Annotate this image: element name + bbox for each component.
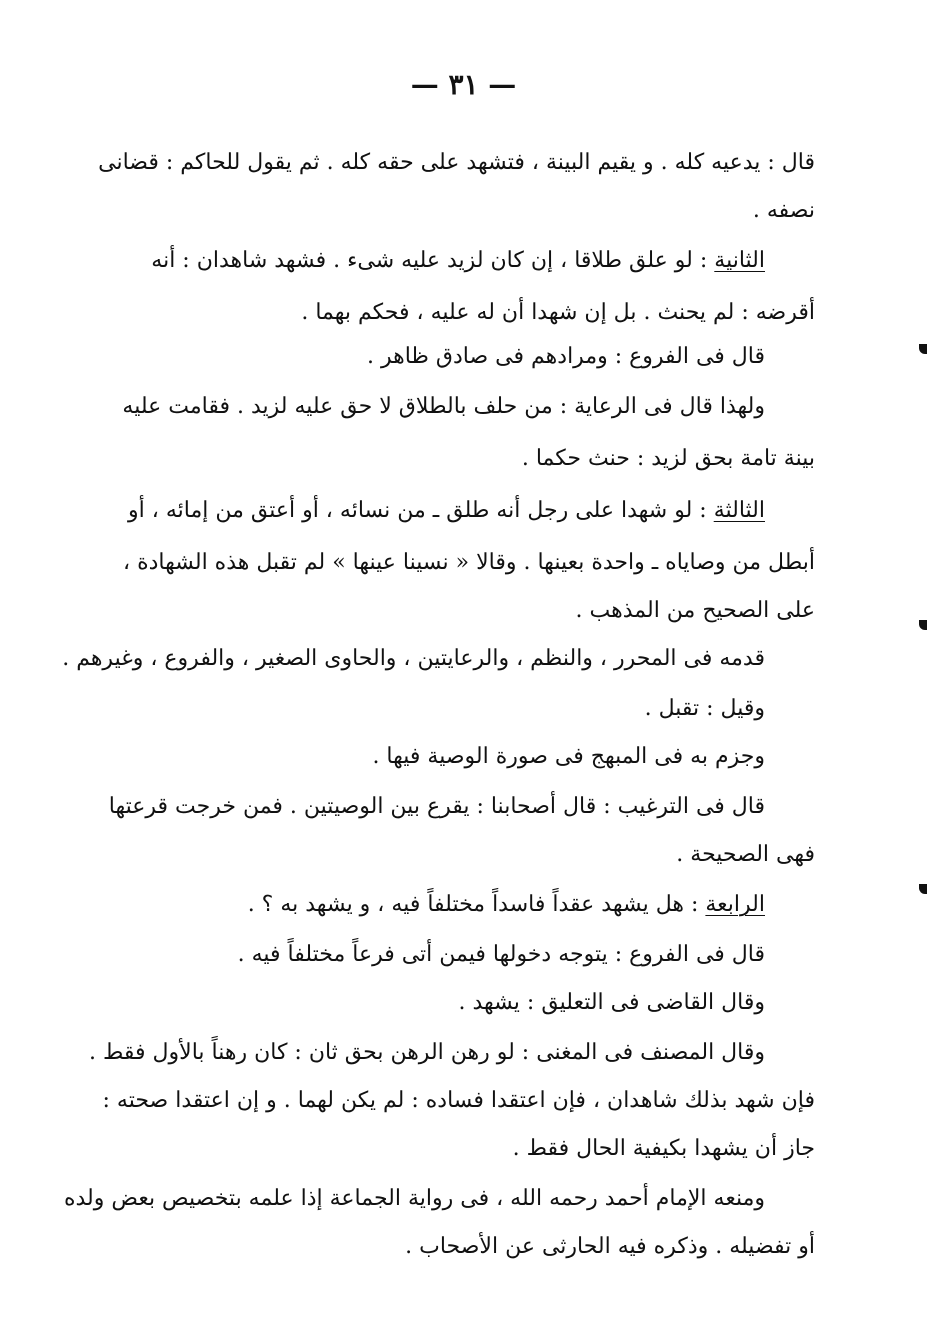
text-line — [165, 888, 765, 924]
line-text: وقيل : تقبل . — [644, 696, 765, 721]
text-line — [128, 494, 765, 530]
line-text: قال فى الترغيب : قال أصحابنا : يقرع بين الوصيتين . فمن خرجت قرعتها — [108, 794, 765, 819]
line-text: على الصحيح من المذهب . — [575, 598, 815, 623]
line-text: قال فى الفروع : يتوجه دخولها فيمن أتى فرعاً مختلفاً فيه . — [237, 942, 765, 967]
line-text: ومنعه الإمام أحمد رحمه الله ، فى رواية الجماعة إذا علمه بتخصيص بعض ولده — [63, 1186, 765, 1211]
text-line — [165, 296, 815, 332]
line-text: : لو شهدا على رجل أنه طلق ـ من نسائه ، أو أعتق من إمائه ، أو — [128, 498, 707, 523]
text-line — [165, 194, 815, 230]
text-line — [165, 938, 765, 974]
line-text: وجزم به فى المبهج فى صورة الوصية فيها . — [372, 744, 765, 769]
text-line — [122, 546, 815, 582]
line-text: أقرضه : لم يحنث . بل إن شهدا أن له عليه ، فحكم بهما . — [301, 300, 815, 325]
line-text: ولهذا قال فى الرعاية : من حلف بالطلاق لا حق عليه لزيد . فقامت عليه — [122, 394, 765, 419]
text-line — [165, 340, 765, 376]
text-line — [62, 642, 765, 678]
text-line — [108, 790, 765, 826]
line-text: بينة تامة بحق لزيد : حنث حكما . — [521, 446, 815, 471]
margin-mark — [919, 344, 927, 354]
text-line — [102, 1084, 815, 1120]
text-line — [63, 1182, 765, 1218]
line-text: وقال القاضى فى التعليق : يشهد . — [458, 990, 765, 1015]
margin-mark — [919, 884, 927, 894]
line-text: أبطل من وصاياه ـ واحدة بعينها . وقالا « نسينا عينها » لم تقبل هذه الشهادة ، — [122, 550, 815, 575]
section-lead-word: الثانية — [714, 248, 765, 273]
section-lead-word: الثالثة — [713, 498, 765, 523]
text-line — [165, 594, 815, 630]
margin-mark — [919, 620, 927, 630]
line-text: فإن شهد بذلك شاهدان ، فإن اعتقدا فساده : لم يكن لهما . و إن اعتقدا صحته : — [102, 1088, 815, 1113]
line-text: قال : يدعيه كله . و يقيم البينة ، فتشهد على حقه كله . ثم يقول للحاكم : قضانى — [98, 150, 815, 175]
text-line — [165, 1230, 815, 1266]
line-text: فهى الصحيحة . — [676, 842, 815, 867]
line-text: نصفه . — [752, 198, 815, 223]
text-line — [165, 1132, 815, 1168]
line-text: أو تفضيله . وذكره فيه الحارثى عن الأصحاب . — [405, 1234, 815, 1259]
text-line — [165, 838, 815, 874]
text-line — [165, 740, 765, 776]
section-lead-word: الرابعة — [705, 892, 765, 917]
text-line — [98, 146, 815, 182]
line-text: جاز أن يشهدا بكيفية الحال فقط . — [512, 1136, 815, 1161]
text-line — [165, 692, 765, 728]
text-line — [89, 1036, 765, 1072]
text-line — [122, 390, 765, 426]
line-text: قال فى الفروع : ومرادهم فى صادق ظاهر . — [367, 344, 765, 369]
line-text: وقال المصنف فى المغنى : لو رهن الرهن بحق ثان : كان رهناً بالأول فقط . — [89, 1040, 765, 1065]
text-line — [165, 986, 765, 1022]
line-text: قدمه فى المحرر ، والنظم ، والرعايتين ، والحاوى الصغير ، والفروع ، وغيرهم . — [62, 646, 765, 671]
line-text: : هل يشهد عقداً فاسداً مختلفاً فيه ، و يشهد به ؟ . — [247, 892, 699, 917]
text-line — [151, 244, 765, 280]
line-text: : لو علق طلاقا ، إن كان لزيد عليه شىء . فشهد شاهدان : أنه — [151, 248, 708, 273]
text-line — [165, 442, 815, 478]
page-number: — ٣١ — — [410, 68, 517, 101]
